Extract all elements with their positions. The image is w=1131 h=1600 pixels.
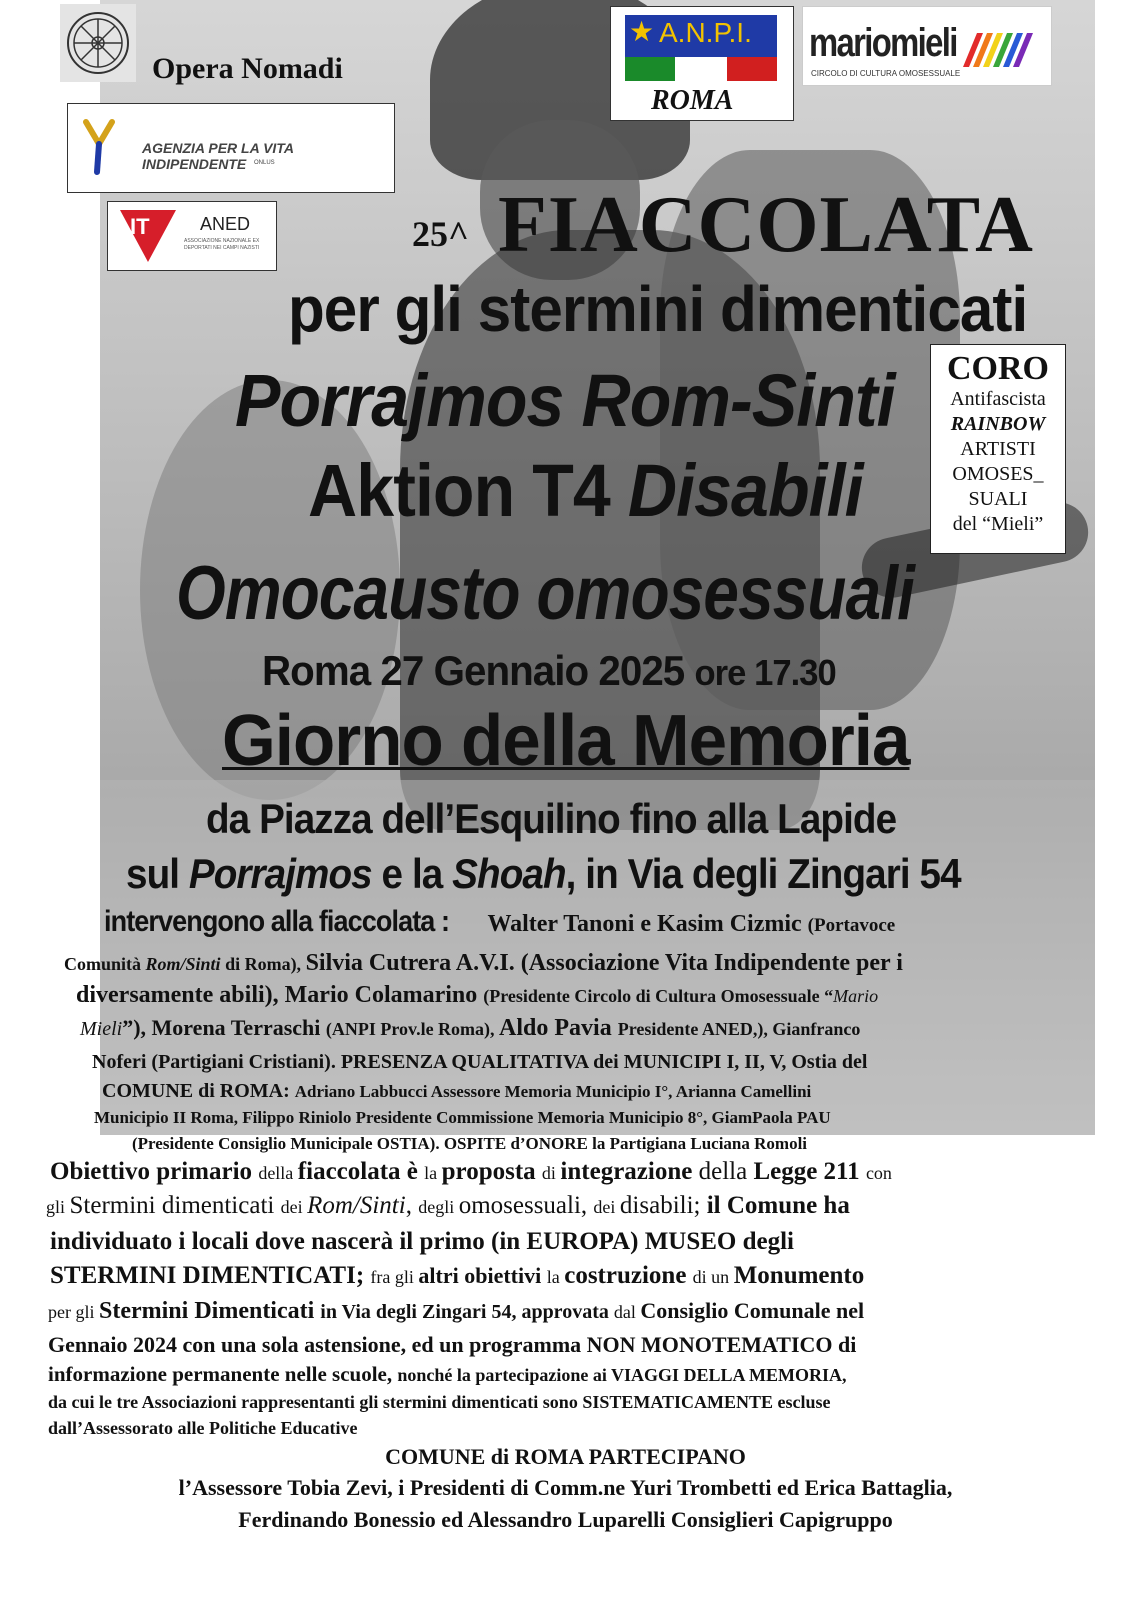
time-label: ore 17.30 — [694, 652, 836, 693]
route-porrajmos: Porrajmos — [188, 850, 372, 897]
objectives-line2 — [46, 1192, 850, 1220]
obj-1d: la — [424, 1163, 442, 1183]
date-label: Roma 27 Gennaio 2025 — [262, 647, 695, 694]
speakers-4d: Aldo Pavia — [499, 1015, 618, 1041]
route-line2 — [126, 850, 961, 898]
speakers-5b: PRESENZA QUALITATIVA dei MUNICIPI I, II, V, Ostia del — [340, 1051, 868, 1073]
star-icon: ★ — [629, 17, 655, 48]
objectives-line9: dall’Assessorato alle Politiche Educative — [48, 1418, 358, 1438]
objectives-line6: Gennaio 2024 con una sola astensione, ed un programma NON MONOTEMATICO di — [48, 1332, 857, 1357]
speakers-2b: Rom/Sinti — [145, 954, 221, 974]
aktion-line — [308, 448, 863, 533]
coro-line4: OMOSES_ — [952, 463, 1044, 485]
footer-line3: Ferdinando Bonessio ed Alessandro Luparelli Consiglieri Capigruppo — [238, 1507, 893, 1532]
coro-box — [930, 344, 1066, 554]
objectives-line4 — [50, 1262, 864, 1290]
speakers-line3 — [76, 982, 878, 1009]
obj-4a: STERMINI DIMENTICATI; — [50, 1262, 371, 1289]
obj-2d: Rom/Sinti — [307, 1192, 406, 1219]
it-label: IT — [130, 214, 150, 239]
obj-4d: la — [546, 1267, 565, 1287]
aned-sublabel: ASSOCIAZIONE NAZIONALE EX DEPORTATI NEI CAMPI NAZISTI — [184, 238, 260, 251]
speakers-line4 — [80, 1015, 860, 1042]
obj-4e: costruzione — [564, 1262, 693, 1289]
mariomieli-sublabel: CIRCOLO DI CULTURA OMOSESSUALE — [811, 69, 961, 78]
agenzia-label: AGENZIA PER LA VITA INDIPENDENTE — [142, 140, 294, 172]
obj-4b: fra gli — [370, 1267, 419, 1287]
speakers-4c: (ANPI Prov.le Roma), — [325, 1019, 500, 1039]
obj-2h: dei — [593, 1197, 620, 1217]
objectives-line1 — [50, 1158, 892, 1186]
edition-number: 25^ — [412, 214, 469, 254]
obj-2f: degli — [418, 1197, 459, 1217]
objectives-line3: individuato i locali dove nascerà il primo (in EUROPA) MUSEO degli — [50, 1228, 795, 1255]
obj-1f: di — [541, 1163, 561, 1183]
aned-logo — [107, 201, 277, 271]
obj-2j: il Comune ha — [706, 1192, 850, 1219]
coro-line5: SUALI — [968, 488, 1028, 510]
disabili-label: Disabili — [627, 449, 863, 532]
obj-5e: Consiglio Comunale nel — [640, 1298, 865, 1323]
coro-line3: ARTISTI — [960, 438, 1036, 460]
obj-5c: in Via degli Zingari 54, approvata — [320, 1301, 614, 1323]
memoria-title: Giorno della Memoria — [222, 701, 910, 781]
coro-line1: Antifascista — [950, 388, 1046, 410]
obj-1a: Obiettivo primario — [50, 1158, 259, 1185]
omocausto-line: Omocausto omosessuali — [176, 551, 915, 636]
route-e-la: e la — [371, 850, 453, 897]
speakers-2c: di Roma), — [220, 954, 306, 974]
speakers-6b: Adriano Labbucci Assessore Memoria Municipio I°, Arianna Camellini — [294, 1082, 812, 1101]
speakers-line2 — [64, 950, 903, 977]
obj-1h: della — [698, 1158, 754, 1185]
mariomieli-logo — [802, 6, 1052, 86]
speaker-1-role: (Portavoce — [807, 915, 896, 936]
speakers-3a: diversamente abili), — [76, 982, 285, 1008]
speakers-2a: Comunità — [64, 954, 146, 974]
obj-2b: Stermini dimenticati — [69, 1192, 281, 1219]
opera-nomadi-logo — [60, 4, 136, 82]
route-shoah: Shoah — [452, 850, 566, 897]
route-line1: da Piazza dell’Esquilino fino alla Lapide — [206, 795, 897, 842]
anpi-label: A.N.P.I. — [659, 17, 752, 48]
obj-5a: per gli — [48, 1302, 99, 1322]
obj-2g: omosessuali, — [458, 1192, 594, 1219]
obj-1e: proposta — [441, 1158, 542, 1185]
speakers-line8: (Presidente Consiglio Municipale OSTIA). OSPITE d’ONORE la Partigiana Luciana Romoli — [132, 1134, 808, 1153]
obj-7a: informazione permanente nelle scuole, — [48, 1362, 398, 1386]
speakers-line6 — [102, 1080, 811, 1103]
obj-1i: Legge 211 — [753, 1158, 866, 1185]
speakers-lead: intervengono alla fiaccolata : — [104, 905, 450, 938]
obj-1g: integrazione — [560, 1158, 699, 1185]
objectives-line7 — [48, 1362, 847, 1387]
obj-1j: con — [865, 1163, 892, 1183]
footer-line1: COMUNE di ROMA PARTECIPANO — [385, 1444, 746, 1469]
obj-1b: della — [258, 1163, 298, 1183]
speakers-3d: Mario — [833, 986, 879, 1006]
coro-title: CORO — [947, 350, 1049, 387]
subtitle: per gli stermini dimenticati — [288, 273, 1028, 345]
person-icon — [82, 118, 116, 178]
speakers-4e: Presidente ANED,), Gianfranco — [617, 1019, 861, 1039]
obj-4f: di un — [692, 1267, 734, 1287]
footer-line2: l’Assessore Tobia Zevi, i Presidenti di Comm.ne Yuri Trombetti ed Erica Battaglia, — [178, 1475, 953, 1500]
obj-1c: fiaccolata è — [297, 1158, 425, 1185]
speakers-3c: (Presidente Circolo di Cultura Omosessuale “ — [483, 986, 834, 1006]
speakers-2d: Silvia Cutrera A.V.I. (Associazione Vita Indipendente per i — [305, 950, 903, 976]
agenzia-sublabel: ONLUS — [254, 160, 275, 166]
obj-2c: dei — [280, 1197, 308, 1217]
obj-2e: , — [405, 1192, 419, 1219]
agenzia-logo — [67, 103, 395, 193]
speakers-4a: Mieli — [80, 1018, 123, 1040]
rainbow-icon — [963, 27, 1047, 71]
coro-line2: RAINBOW — [950, 413, 1046, 435]
obj-4c: altri obiettivi — [418, 1263, 547, 1288]
objectives-line5 — [48, 1298, 864, 1325]
obj-2a: gli — [46, 1197, 70, 1217]
obj-5b: Stermini Dimenticati — [99, 1298, 321, 1324]
speakers-line1 — [104, 905, 895, 939]
objectives-line8: da cui le tre Associazioni rappresentanti gli stermini dimenticati sono SISTEMATICAMENTE escluse — [48, 1392, 831, 1412]
mariomieli-label: mariomieli — [809, 21, 957, 65]
coro-line6: del “Mieli” — [952, 513, 1044, 535]
anpi-logo — [610, 6, 794, 121]
speaker-1: Walter Tanoni e Kasim Cizmic — [487, 911, 808, 937]
porrajmos-line: Porrajmos Rom-Sinti — [235, 359, 895, 442]
opera-nomadi-label: Opera Nomadi — [152, 52, 343, 85]
speakers-6a: COMUNE di ROMA: — [102, 1080, 295, 1102]
route-sul: sul — [126, 850, 189, 897]
speakers-line7: Municipio II Roma, Filippo Riniolo Presidente Commissione Memoria Municipio 8°, GiamPaola PAU — [94, 1108, 831, 1127]
speakers-3b: Mario Colamarino — [284, 982, 484, 1008]
route-via: , in Via degli Zingari 54 — [565, 850, 961, 897]
speakers-5a: Noferi (Partigiani Cristiani). — [92, 1051, 341, 1073]
obj-2i: disabili; — [619, 1192, 707, 1219]
obj-4g: Monumento — [733, 1262, 865, 1289]
wheel-icon — [60, 4, 136, 82]
aktion-label: Aktion T4 — [308, 449, 628, 532]
aned-label: ANED — [200, 214, 251, 234]
anpi-city: ROMA — [651, 85, 734, 116]
main-title: FIACCOLATA — [498, 181, 1034, 269]
obj-5d: dal — [613, 1302, 641, 1322]
speakers-4b: ”), Morena Terraschi — [122, 1015, 326, 1040]
date-line — [262, 647, 836, 695]
obj-7b: nonché la partecipazione ai VIAGGI DELLA MEMORIA, — [397, 1365, 847, 1385]
speakers-line5 — [92, 1051, 867, 1074]
